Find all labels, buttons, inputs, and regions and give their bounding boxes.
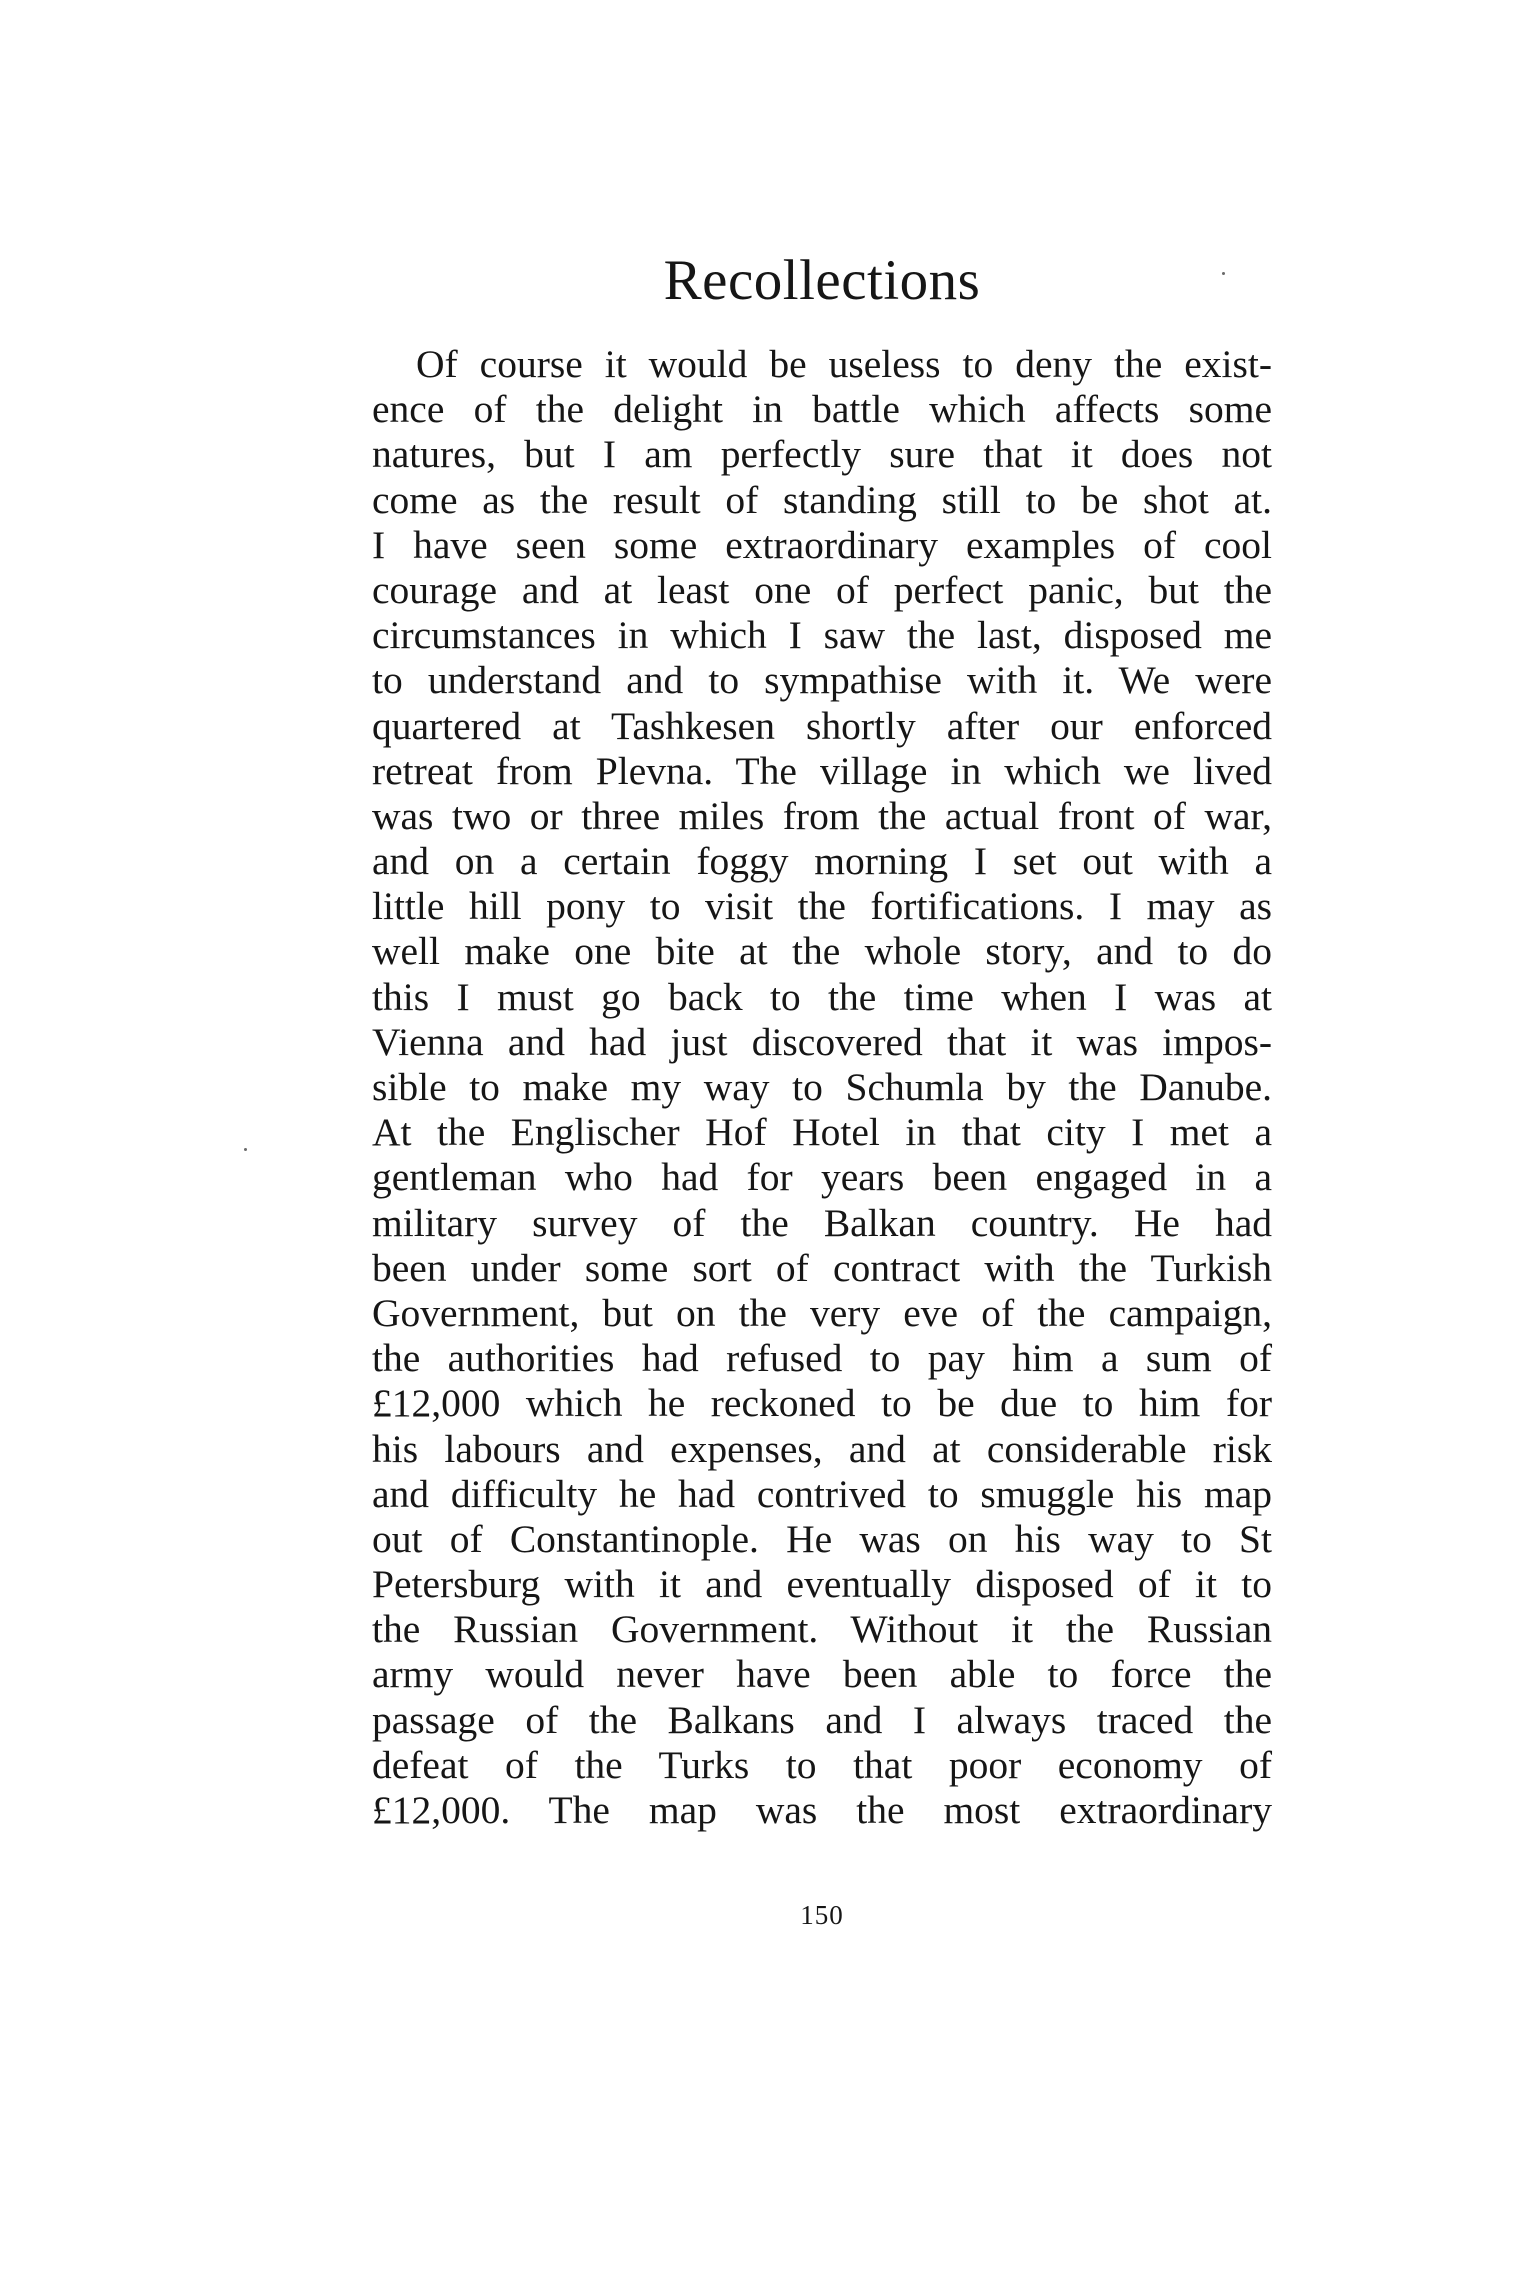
text-line: £12,000. The map was the most extraordinary xyxy=(372,1788,1272,1832)
text-line: At the Englischer Hof Hotel in that city I met a xyxy=(372,1110,1272,1155)
scan-speck xyxy=(1222,272,1225,275)
text-line: was two or three miles from the actual front of war, xyxy=(372,793,1272,838)
text-line: gentleman who had for years been engaged in a xyxy=(372,1155,1272,1200)
text-line: ence of the delight in battle which affects some xyxy=(372,387,1272,432)
text-line: Of course it would be useless to deny the exist- xyxy=(416,342,1272,386)
text-line: Petersburg with it and eventually disposed of it to xyxy=(372,1562,1272,1607)
text-line: little hill pony to visit the fortifications. I may as xyxy=(372,884,1272,929)
text-line: well make one bite at the whole story, and to do xyxy=(372,929,1272,974)
text-line: this I must go back to the time when I was at xyxy=(372,974,1272,1019)
scan-speck xyxy=(244,1148,247,1151)
text-line: the Russian Government. Without it the Russian xyxy=(372,1607,1272,1652)
text-line: retreat from Plevna. The village in which we lived xyxy=(372,748,1272,793)
text-line: and on a certain foggy morning I set out with a xyxy=(372,839,1272,884)
text-line: military survey of the Balkan country. He had xyxy=(372,1200,1272,1245)
text-line: been under some sort of contract with the Turkish xyxy=(372,1245,1272,1290)
text-line: courage and at least one of perfect panic, but the xyxy=(372,567,1272,612)
text-line: Vienna and had just discovered that it was impos- xyxy=(372,1019,1272,1064)
page-number: 150 xyxy=(800,1900,844,1930)
text-line: quartered at Tashkesen shortly after our enforced xyxy=(372,703,1272,748)
text-line: to understand and to sympathise with it. We were xyxy=(372,658,1272,703)
text-line: the authorities had refused to pay him a sum of xyxy=(372,1336,1272,1381)
text-line: sible to make my way to Schumla by the Danube. xyxy=(372,1065,1272,1109)
text-line: out of Constantinople. He was on his way to St xyxy=(372,1516,1272,1561)
text-line: Government, but on the very eve of the campaign, xyxy=(372,1290,1272,1335)
text-line: £12,000 which he reckoned to be due to him for xyxy=(372,1381,1272,1426)
text-line: and difficulty he had contrived to smuggle his map xyxy=(372,1471,1272,1516)
running-head: Recollections xyxy=(663,249,981,312)
text-line: army would never have been able to force the xyxy=(372,1652,1272,1697)
text-line: natures, but I am perfectly sure that it does not xyxy=(372,432,1272,477)
text-line: come as the result of standing still to be shot at. xyxy=(372,477,1272,522)
body-text xyxy=(372,342,1272,1833)
text-line: circumstances in which I saw the last, disposed me xyxy=(372,613,1272,658)
text-line: passage of the Balkans and I always traced the xyxy=(372,1697,1272,1742)
text-line: defeat of the Turks to that poor economy of xyxy=(372,1742,1272,1787)
text-line: I have seen some extraordinary examples of cool xyxy=(372,522,1272,567)
text-line: his labours and expenses, and at considerable risk xyxy=(372,1426,1272,1471)
